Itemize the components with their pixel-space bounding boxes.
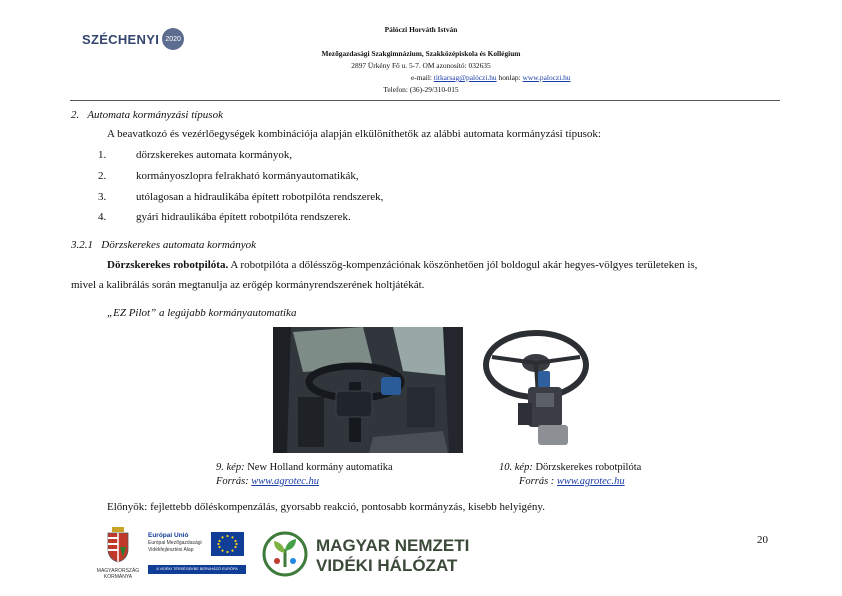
header-address: 2897 Ürkény Fő u. 5-7. OM azonosító: 032635: [351, 61, 491, 70]
figure-9-source: [216, 475, 319, 488]
mnvh-line-1: MAGYAR NEMZETI: [316, 536, 470, 555]
figure-10-label: 10. kép:: [499, 462, 533, 473]
figure-9-source-label: Forrás:: [216, 476, 252, 487]
mnvh-line-2: VIDÉKI HÁLÓZAT: [316, 556, 458, 575]
figure-10-image: [478, 327, 601, 453]
figure-10-source-link[interactable]: www.agrotec.hu: [556, 476, 625, 487]
mnvh-emblem-icon: [262, 531, 308, 577]
list-item-number: 3.: [98, 191, 107, 203]
figure-10-source: [519, 475, 625, 488]
section-321-heading: [71, 239, 256, 252]
figure-9-image: [273, 327, 463, 453]
eu-subtitle-1: Európai Mezőgazdasági: [148, 540, 202, 546]
homepage-link[interactable]: www.paloczi.hu: [522, 73, 571, 82]
section-321-title: Dörzskerekes automata kormányok: [101, 239, 257, 251]
advantages-text: Előnyök: fejlettebb dőléskompenzálás, gyorsabb reakció, pontosabb kormányzás, kisebb helyigény.: [107, 501, 545, 513]
figure-10-caption: [499, 461, 641, 474]
header-institution: Mezőgazdasági Szakgimnázium, Szakközépiskola és Kollégium: [321, 49, 521, 58]
list-item: dörzskerekes automata kormányok,: [136, 149, 293, 161]
section-2-title: Automata kormányzási típusok: [87, 109, 223, 121]
section-2-intro: A beavatkozó és vezérlőegységek kombinációja alapján elkülöníthetők az alábbi automata kormányzási típusok:: [107, 128, 601, 140]
section-2-heading: [71, 109, 223, 122]
eu-title: Európai Unió: [148, 532, 189, 539]
figure-9-caption: [216, 461, 393, 474]
hungary-government-logo: [96, 527, 140, 593]
eu-logo: [148, 531, 246, 577]
list-item: utólagosan a hidraulikába épített robotpilóta rendszerek,: [136, 191, 384, 203]
header-name: Pálóczi Horváth István: [384, 25, 458, 34]
hungary-crest-icon: [96, 527, 140, 563]
list-item-number: 1.: [98, 149, 107, 161]
figure-10-source-label: Forrás :: [519, 476, 557, 487]
list-item: gyári hidraulikába épített robotpilóta rendszerek.: [136, 211, 351, 223]
eu-banner: A VIDÉKI TÉRSÉGEKBE BERUHÁZÓ EURÓPA: [148, 565, 246, 574]
section-2-number: 2.: [71, 109, 80, 121]
figure-9-caption-text: New Holland kormány automatika: [244, 462, 393, 473]
mnvh-logo-emblem: [262, 531, 308, 577]
figure-9-source-link[interactable]: www.agrotec.hu: [251, 476, 319, 487]
paragraph-line-1: [107, 259, 697, 272]
header-phone: Telefon: (36)-29/310-015: [383, 85, 459, 94]
szechenyi-logo-badge: 2020: [162, 28, 184, 50]
eu-subtitle-2: Vidékfejlesztési Alap: [148, 547, 194, 553]
header-divider: [70, 100, 780, 101]
homepage-prefix: honlap:: [498, 73, 521, 82]
figure-10-caption-text: Dörzskerekes robotpilóta: [532, 462, 642, 473]
szechenyi-logo-text: SZÉCHENYI: [82, 31, 160, 47]
list-item-number: 2.: [98, 170, 107, 182]
page-number: 20: [757, 534, 768, 546]
figure-subcaption: „EZ Pilot” a legújabb kormányautomatika: [107, 307, 297, 319]
lead-bold: Dörzskerekes robotpilóta.: [107, 259, 229, 271]
email-link[interactable]: titkarsag@palóczi.hu: [433, 73, 497, 82]
email-prefix: e-mail:: [411, 73, 432, 82]
list-item-number: 4.: [98, 211, 107, 223]
paragraph-line-2: mivel a kalibrálás során megtanulja az erőgép kormányrendszerének holtjátékát.: [71, 279, 425, 291]
eu-flag-icon: [211, 532, 244, 556]
hungary-government-text: MAGYARORSZÁG KORMÁNYA: [96, 568, 140, 580]
list-item: kormányoszlopra felrakható kormányautomatikák,: [136, 170, 359, 182]
header-contact: [411, 73, 571, 82]
section-321-number: 3.2.1: [71, 239, 93, 251]
mnvh-logo-text: [316, 536, 469, 576]
lead-rest: A robotpilóta a dőlésszög-kompenzációnak köszönhetően jól boldogul akár hegyes-völgyes területeken is,: [228, 259, 698, 271]
figure-9-label: 9. kép:: [216, 462, 245, 473]
